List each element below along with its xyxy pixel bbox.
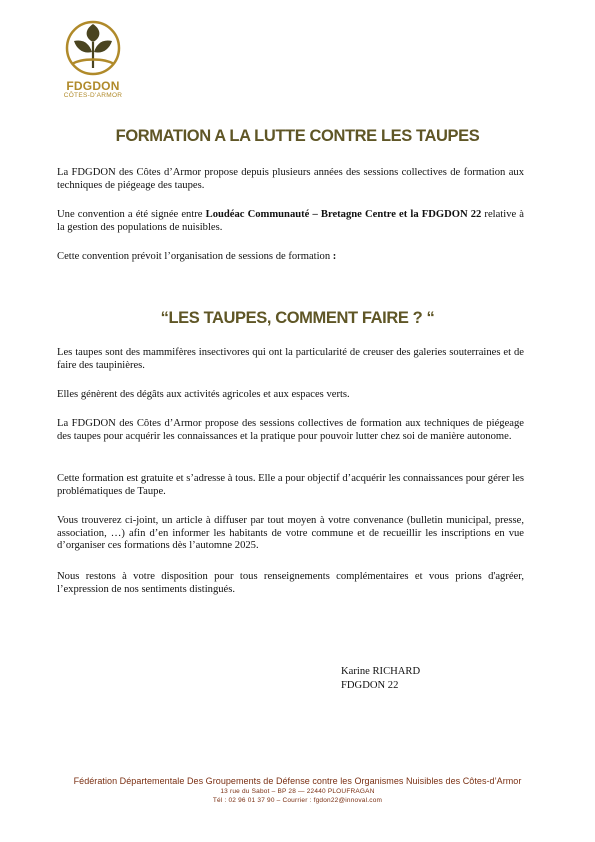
signature-org: FDGDON 22 bbox=[341, 680, 399, 691]
logo-subtitle: CÔTES-D'ARMOR bbox=[63, 92, 123, 99]
logo-name: FDGDON bbox=[66, 79, 120, 93]
intro-p2-bold: Loudéac Communauté – Bretagne Centre et la FDGDON 22 bbox=[205, 209, 482, 220]
signature-name: Karine RICHARD bbox=[341, 666, 421, 677]
body-paragraph-3: La FDGDON des Côtes d’Armor propose des sessions collectives de formation aux techniques de piégeage des taupes pour acquérir les connaissances et la pratique pour pouvoir lutter chez soi de manière autonome. bbox=[57, 418, 524, 442]
intro-p2-before: Une convention a été signée entre bbox=[57, 209, 206, 220]
fdgdon-logo bbox=[56, 18, 130, 102]
intro-paragraph-2 bbox=[57, 209, 524, 234]
leaf-emblem-icon bbox=[56, 18, 130, 80]
body-paragraph-4: Cette formation est gratuite et s’adresse à tous. Elle a pour objectif d’acquérir les connaissances pour gérer les problématiques de Taupe. bbox=[57, 473, 524, 497]
footer-federation: Fédération Départementale Des Groupements de Défense contre les Organismes Nuisibles des Côtes-d’Armor bbox=[73, 776, 522, 786]
footer-contact: Tél : 02 96 01 37 90 – Courrier : fgdon22@innoval.com bbox=[212, 797, 383, 804]
body-paragraph-1: Les taupes sont des mammifères insectivores qui ont la particularité de creuser des galeries souterraines et de faire des taupinières. bbox=[57, 347, 524, 371]
intro-p3-before: Cette convention prévoit l’organisation de sessions de formation bbox=[57, 251, 333, 262]
intro-p3-bold: : bbox=[332, 251, 337, 262]
body-paragraph-5: Vous trouverez ci-joint, un article à diffuser par tout moyen à votre convenance (bulletin municipal, presse, association, …) afin d’en informer les habitants de votre commune et de recueillir les inscriptions en vue d’organiser ces formations dès l’automne 2025. bbox=[57, 515, 524, 552]
section-title: “LES TAUPES, COMMENT FAIRE ? “ bbox=[160, 309, 435, 327]
main-title: FORMATION A LA LUTTE CONTRE LES TAUPES bbox=[115, 127, 480, 145]
footer-address: 13 rue du Sabot – BP 28 — 22440 PLOUFRAGAN bbox=[220, 788, 375, 795]
body-paragraph-6: Nous restons à votre disposition pour tous renseignements complémentaires et vous prions d'agréer, l’expression de nos sentiments distingués. bbox=[57, 571, 524, 595]
intro-paragraph-1: La FDGDON des Côtes d’Armor propose depuis plusieurs années des sessions collectives de formation aux techniques de piégeage des taupes. bbox=[57, 167, 524, 191]
intro-paragraph-3 bbox=[57, 251, 524, 264]
body-paragraph-2: Elles génèrent des dégâts aux activités agricoles et aux espaces verts. bbox=[57, 389, 350, 400]
intro-p2-after: relative à la gestion des populations de nuisibles. bbox=[57, 209, 524, 233]
